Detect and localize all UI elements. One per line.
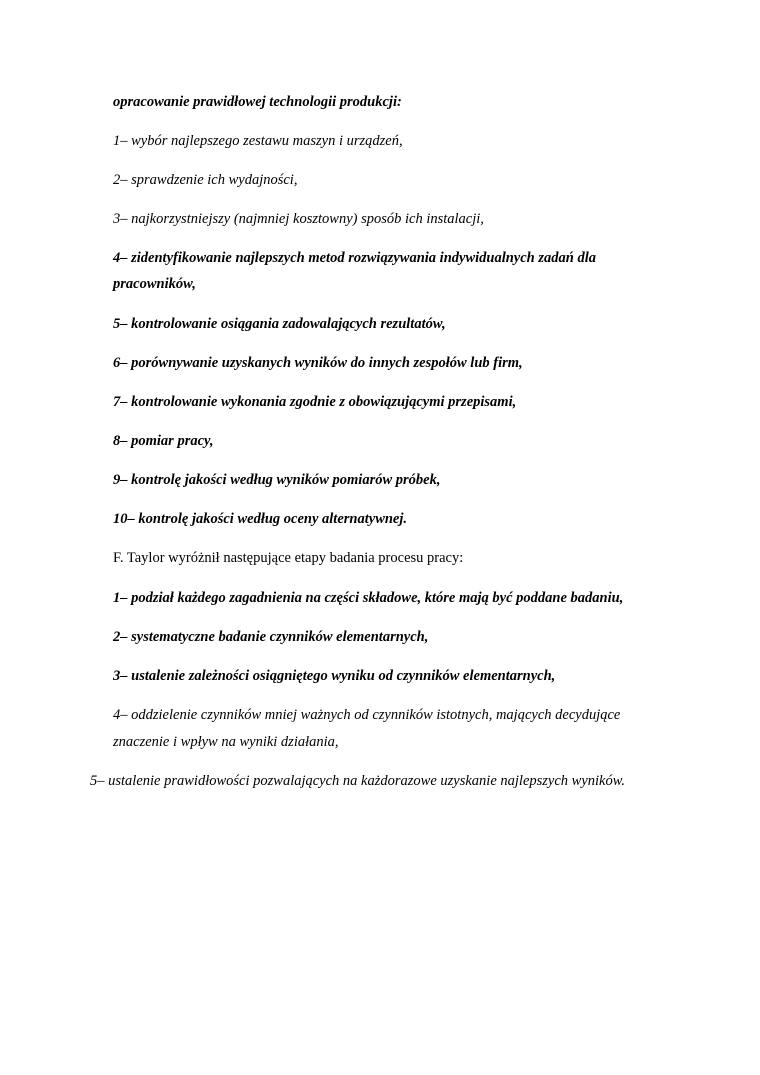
section-heading: opracowanie prawidłowej technologii produkcji: [113,94,402,110]
list-item: 5– kontrolowanie osiągania zadowalających rezultatów, [113,316,446,332]
list-item: 4– oddzielenie czynników mniej ważnych od czynników istotnych, mających decydujące [113,707,621,723]
list-item: 1– wybór najlepszego zestawu maszyn i urządzeń, [113,133,403,149]
list-item: 7– kontrolowanie wykonania zgodnie z obowiązującymi przepisami, [113,394,517,410]
list-item: 3– ustalenie zależności osiągniętego wyniku od czynników elementarnych, [113,668,556,684]
taylor-intro: F. Taylor wyróżnił następujące etapy badania procesu pracy: [113,550,464,566]
list-item: 2– systematyczne badanie czynników elementarnych, [113,629,429,645]
list-item: 10– kontrolę jakości według oceny alternatywnej. [113,511,408,527]
list-item-continuation: znaczenie i wpływ na wyniki działania, [113,734,339,750]
list-item: 6– porównywanie uzyskanych wyników do innych zespołów lub firm, [113,355,523,371]
list-item: 4– zidentyfikowanie najlepszych metod rozwiązywania indywidualnych zadań dla [113,250,596,266]
list-item: 1– podział każdego zagadnienia na części składowe, które mają być poddane badaniu, [113,590,624,606]
list-item: 3– najkorzystniejszy (najmniej kosztowny) sposób ich instalacji, [113,211,484,227]
list-item: 8– pomiar pracy, [113,433,214,449]
list-item: 5– ustalenie prawidłowości pozwalających na każdorazowe uzyskanie najlepszych wyników. [90,773,625,789]
list-item: 2– sprawdzenie ich wydajności, [113,172,298,188]
list-item: 9– kontrolę jakości według wyników pomiarów próbek, [113,472,441,488]
list-item-continuation: pracowników, [113,276,196,292]
